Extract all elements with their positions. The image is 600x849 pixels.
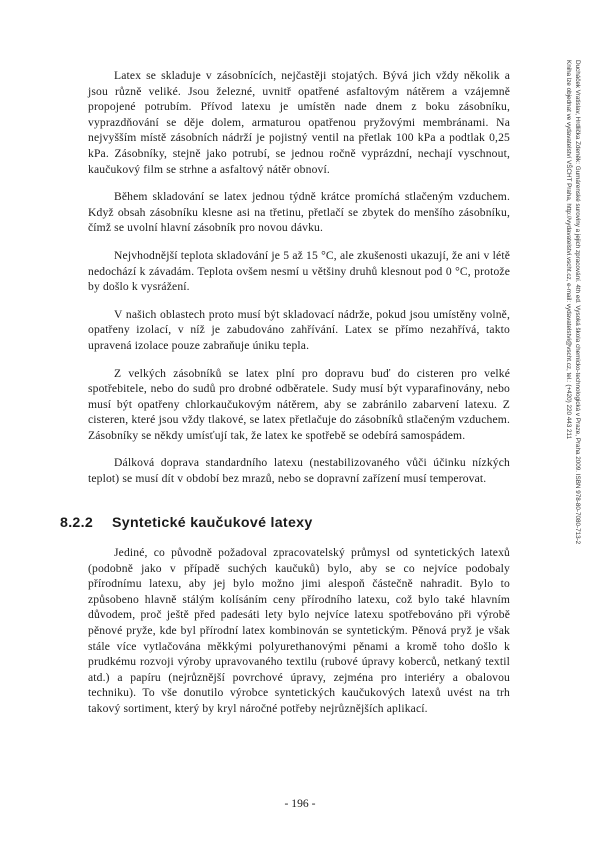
side-note-citation: Ducháček Vratislav, Hrdlička Zdeněk: Gumárenské suroviny a jejich zpracování. 4th ed. Vysoká škola chemicko-technologická v Praze, Praha 2009. ISBN 978-80-7080-713-2 <box>574 60 581 545</box>
section-title: Syntetické kaučukové latexy <box>112 515 313 531</box>
paragraph-storage-tanks: Latex se skladuje v zásobnících, nejčastěji stojatých. Bývá jich vždy několik a jsou různě veliké. Jsou železné, uvnitř opatřené asfaltovým nátěrem a vzájemně propojené potrubím. Přívod latexu je umístěn nade dnem z boku zásobníku, vyprazdňování se děje dolem, armaturou opatřenou pryžovými membránami. Na nejvyšším místě zásobních nádrží je pojistný ventil na přetlak 100 kPa a podtlak 0,25 kPa. Zásobníky, stejně jako potrubí, se jednou ročně vyprázdní, nechají vyschnout, kaučukový film se strhne a asfaltový nátěr obnoví. <box>88 69 510 176</box>
paragraph-insulation: V našich oblastech proto musí být skladovací nádrže, pokud jsou umístěny volně, opatřeny izolací, v níž je zabudováno zahřívání. Latex se přímo nezahřívá, takto upravená izolace pouze zabraňuje úniku tepla. <box>88 307 510 352</box>
paragraph-synthetic-latex: Jediné, co původně požadoval zpracovatelský průmysl od syntetických latexů (podobně jako v případě suchých kaučuků) bylo, aby se co nejvíce podobaly přírodnímu latexu, aby jej bylo možno jimi alespoň částečně nahradit. Bylo to způsobeno hlavně stálým kolísáním ceny přírodního latexu, což bylo také hlavním důvodem, proč ještě před padesáti lety bylo nejvíce latexu spotřebováno při výrobě pěnové pryže, kde byl přírodní latex kombinován se syntetickým. Pěnová pryž je však stále více vytlačována měkkými polyurethanovými pěnami a kromě toho došlo k prudkému rozvoji výroby upravovaného textilu (rubové úpravy koberců, netkaný textil atd.) a papíru (nejrůznější povrchové úpravy, zejména pro interiéry a obalovou techniku). To vše donutilo výrobce syntetických kaučukových latexů uvést na trh takový sortiment, který by kryl náročné potřeby nejrůznějších aplikací. <box>88 546 510 715</box>
page-number: - 196 - <box>284 797 316 810</box>
paragraph-temperature: Nejvhodnější teplota skladování je 5 až 15 °C, ale zkušenosti ukazují, že ani v létě nedochází k závadám. Teplota ovšem nesmí u většiny druhů klesnout pod 0 °C, protože by došlo k vysrážení. <box>88 248 510 294</box>
section-heading <box>60 515 510 531</box>
side-note <box>552 60 582 600</box>
section2-body <box>88 545 510 729</box>
paragraph-mixing: Během skladování se latex jednou týdně krátce promíchá stlačeným vzduchem. Když obsah zásobníku klesne asi na třetinu, přetlačí se zbytek do menšího zásobníku, čímž se uvolní hlavní zásobník pro novou dávku. <box>88 190 510 235</box>
section-number: 8.2.2 <box>60 515 94 531</box>
paragraph-long-distance: Dálková doprava standardního latexu (nestabilizovaného vůči účinku nízkých teplot) se musí dít v období bez mrazů, nebo se dopravní zařízení musí temperovat. <box>88 456 510 486</box>
side-note-ordering: Kniha lze objednat ve vydavatelství VŠCHT Praha, http://vydavatelstvi.vscht.cz, e-mail: vydavatelstvi@vscht.cz, tel.: (+420) 220 443 211 <box>565 60 572 440</box>
section1-body <box>88 68 510 499</box>
paragraph-transport: Z velkých zásobníků se latex plní pro dopravu buď do cisteren pro velké spotřebitele, nebo do sudů pro drobné odběratele. Sudy musí být vyparafinovány, nebo musí být opatřeny chlorkaučukovým nátěrem, aby se zabránilo zabarvení latexu. Z cisteren, které jsou vždy tlakové, se latex přetlačuje do zásobníků stlačeným vzduchem. Zásobníky se někdy umísťují tak, že latex ke spotřebě se odebírá samospádem. <box>88 366 510 442</box>
